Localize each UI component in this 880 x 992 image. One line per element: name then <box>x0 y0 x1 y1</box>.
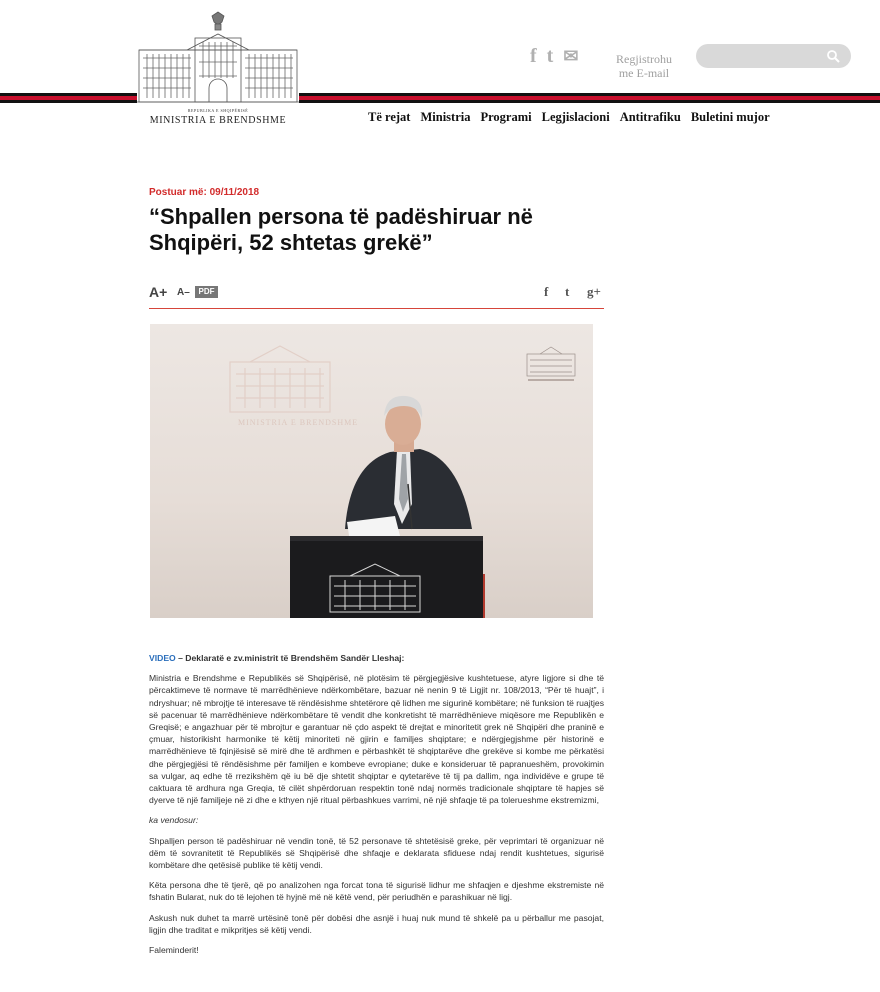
nav-item-programi[interactable]: Programi <box>480 110 532 124</box>
header-social-links <box>530 46 578 66</box>
article-lead <box>149 652 604 664</box>
logo-name: MINISTRIA E BRENDSHME <box>149 115 287 126</box>
nav-item-te-rejat[interactable]: Të rejat <box>368 110 411 124</box>
pdf-button[interactable]: PDF <box>195 286 218 298</box>
posted-date: Postuar më: 09/11/2018 <box>149 187 260 198</box>
paragraph-3: Këta persona dhe të tjerë, që po analizohen nga forcat tona të sigurisë lidhur me shfaqjen e djeshme ekstremiste në fshatin Bularat, nuk do të lejohen të hyjnë më në këtë vend, për periudhën e parashikuar në ligj. <box>149 880 604 903</box>
share-facebook-icon[interactable]: f <box>544 284 549 299</box>
nav-item-antitrafiku[interactable]: Antitrafiku <box>619 110 681 124</box>
ministry-logo[interactable] <box>137 10 299 134</box>
email-icon[interactable]: ✉ <box>563 46 579 66</box>
header-stripe-black-bottom <box>0 100 880 103</box>
backdrop-logo-text: MINISTRIA E BRENDSHME <box>238 418 359 427</box>
facebook-icon[interactable]: f <box>530 45 537 67</box>
title-divider <box>149 308 604 309</box>
share-googleplus-icon[interactable]: g+ <box>587 284 601 299</box>
paragraph-1: Ministria e Brendshme e Republikës së Shqipërisë, në plotësim të përgjegjësive kushtetuese, atyre ligjore si dhe të përcaktimeve të normave të marrëdhënieve ndërkombëtare, bazuar në nenin 9 të Ligjit nr. 108/2013, “Për të huajt”, i ndryshuar; në mbrojtje të interesave të rëndësishme shtetërore që lidhen me sigurinë kombëtare; në funksion të ruajtjes së pacenuar të marrëdhënieve ndërkombëtare të vendit dhe konkretisht të marrëdhënieve miqësore me Republikën e Greqisë; e angazhuar për të mbrojtur e garantuar në çdo aspekt të drejtat e minoritetit grek në Shqipëri dhe praninë e çmuar, historikisht harmonike të këtij minoriteti në gjirin e familjes shqiptare; e ndërgjegjshme për historinë e marrëdhënieve të fqinjësisë së mirë dhe të ardhmen e përbashkët të shqiptarëve dhe grekëve si kombe me përkatësi dhe përgjegjësi të rëndësishme për familjen e kombeve evropiane; duke e konsideruar të papranueshëm, provokimin sa vulgar, aq edhe të rrezikshëm që iu bë dje shtetit shqiptar e qytetarëve të tij pa dallim, nga individëve e grupe të caktuara të ardhura nga Greqia, të cilët shpërdoruan respektin tonë ndaj normës tradicionale shqiptare të hapjes së dyerve të një familjeje në zi dhe e kthyen një ritual përbashkues varrimi, në një shfaqje të pa tolerueshme ekstremizmi, <box>149 673 604 806</box>
nav-item-ministria[interactable]: Ministria <box>420 110 471 124</box>
main-nav <box>368 110 770 125</box>
register-line-1: Regjistrohu <box>616 52 672 66</box>
article-title: “Shpallen persona të padëshiruar në Shqipëri, 52 shtetas grekë” <box>149 204 533 255</box>
register-line-2: me E-mail <box>618 66 670 80</box>
logo-subtitle: REPUBLIKA E SHQIPËRISË <box>187 108 249 113</box>
video-label[interactable]: VIDEO <box>149 653 176 663</box>
nav-item-legjislacioni[interactable]: Legjislacioni <box>541 110 610 124</box>
article-photo <box>150 324 593 618</box>
paragraph-4: Askush nuk duhet ta marrë urtësinë tonë për dobësi dhe asnjë i huaj nuk mund të shkelë pa u përballur me pasojat, ligjin dhe traditat e mikpritjes së këtij vendi. <box>149 912 604 935</box>
press-conference-illustration <box>150 324 593 618</box>
paragraph-decided: ka vendosur: <box>149 815 199 826</box>
twitter-icon[interactable]: t <box>546 45 554 67</box>
font-increase-button[interactable]: A+ <box>149 284 168 300</box>
article-tools <box>149 284 604 302</box>
nav-item-buletini[interactable]: Buletini mujor <box>690 110 770 124</box>
article-body <box>149 652 604 964</box>
lead-text: – Deklaratë e zv.ministrit të Brendshëm Sandër Lleshaj: <box>175 653 405 663</box>
register-email-link[interactable] <box>608 52 680 80</box>
paragraph-thanks: Faleminderit! <box>149 945 199 956</box>
share-twitter-icon[interactable]: t <box>565 284 570 299</box>
search-icon[interactable] <box>826 49 840 63</box>
font-decrease-button[interactable]: A– <box>177 287 190 298</box>
paragraph-2: Shpalljen person të padëshiruar në vendin tonë, të 52 personave të shtetësisë greke, për veprimtari të organizuar në dëm të sovranitetit të Republikës së Shqipërisë dhe shfaqje e deklarata sfiduese ndaj rendit kushtetues, sigurisë kombëtare dhe qetësisë publike të këtij vendi. <box>149 835 604 871</box>
ministry-building-icon <box>137 10 299 106</box>
